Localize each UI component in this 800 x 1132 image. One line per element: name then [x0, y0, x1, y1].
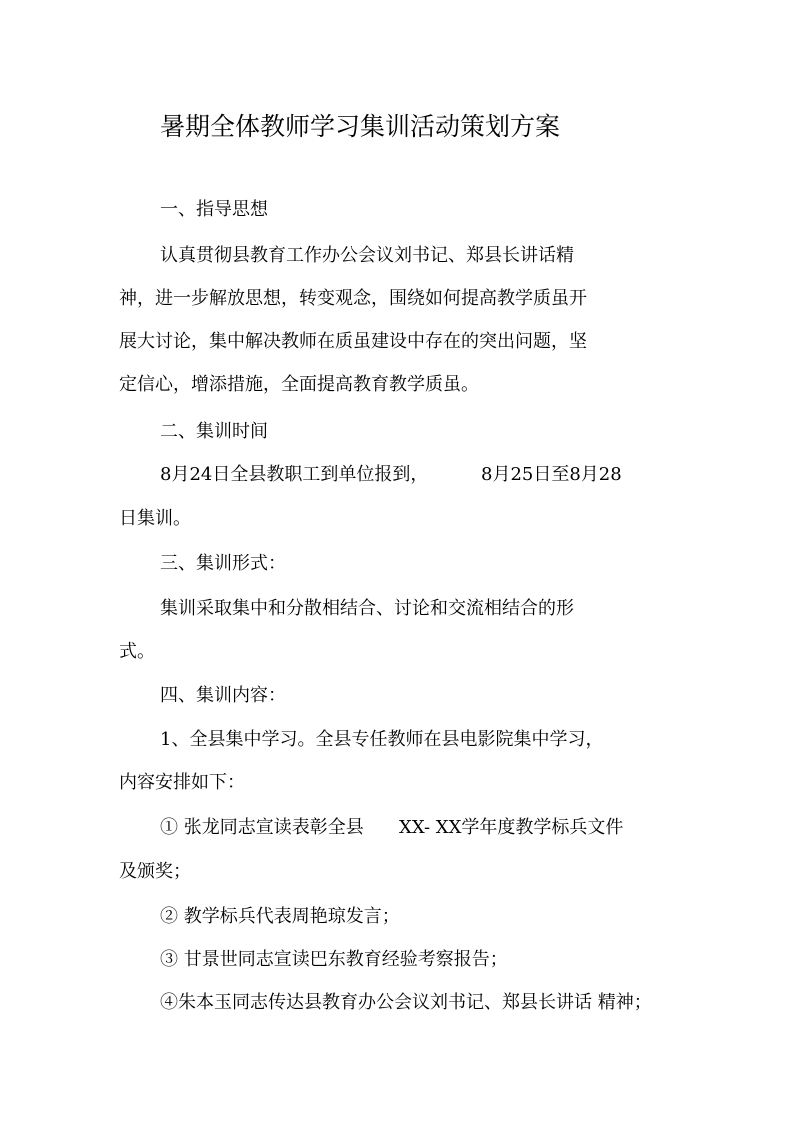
paragraph-line: 1、全县集中学习。全县专任教师在县电影院集中学习， [160, 729, 604, 750]
paragraph-line: 神，进一步解放思想，转变观念，围绕如何提高教学质虽开 [119, 288, 587, 309]
paragraph-line: 内容安排如下： [119, 772, 245, 793]
section-heading-guiding-thought: 一、指导思想 [160, 199, 268, 220]
list-item: ④朱本玉同志传达县教育办公会议刘书记、郑县长讲话 精神； [160, 992, 652, 1013]
section-heading-training-form: 三、集训形式： [160, 553, 286, 574]
paragraph-line: 8月24日全县教职工到单位报到， [160, 464, 429, 485]
paragraph-line: 认真贯彻县教育工作办公会议刘书记、郑县长讲话精 [160, 245, 574, 266]
paragraph-line: 日集训。 [119, 508, 191, 529]
paragraph-line: 展大讨论，集中解决教师在质虽建设中存在的突出问题，坚 [119, 331, 587, 352]
list-item: 及颁奖； [119, 861, 191, 882]
paragraph-line: 定信心，增添措施，全面提高教育教学质虽。 [119, 374, 479, 395]
paragraph-line: 集训采取集中和分散相结合、讨论和交流相结合的形 [160, 598, 574, 619]
list-item: ② 教学标兵代表周艳琼发言； [160, 906, 400, 927]
list-item: XX- XX学年度教学标兵文件 [399, 817, 624, 838]
section-heading-training-time: 二、集训时间 [160, 421, 268, 442]
paragraph-line: 8月25日至8月28 [481, 464, 622, 485]
paragraph-line: 式。 [119, 641, 155, 662]
section-heading-training-content: 四、集训内容： [160, 685, 286, 706]
list-item: ③ 甘景世同志宣读巴东教育经验考察报告； [160, 949, 508, 970]
document-title: 暑期全体教师学习集训活动策划方案 [160, 112, 561, 141]
list-item: ① 张龙同志宣读表彰全县 [160, 817, 364, 838]
